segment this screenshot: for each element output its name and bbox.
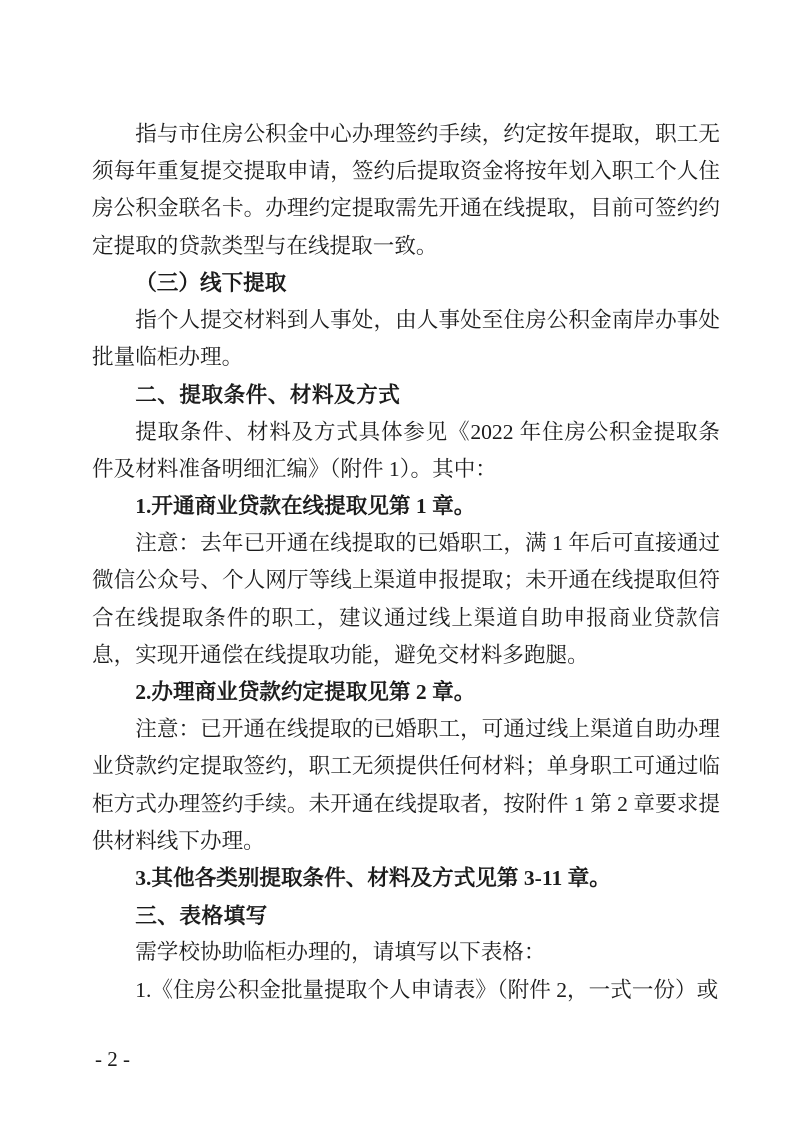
para-forms-intro: 需学校协助临柜办理的，请填写以下表格：: [135, 940, 546, 965]
para-form-item-1: 1.《住房公积金批量提取个人申请表》（附件 2，一式一份）或: [135, 977, 719, 1002]
heading-section-2-conditions: 二、提取条件、材料及方式: [135, 382, 401, 408]
para-yueding-description: 指与市住房公积金中心办理签约手续，约定按年提取，职工无须每年重复提交提取申请，签约后提取资金将按年划入职工个人住房公积金联名卡。办理约定提取需先开通在线提取，目前可签约约定提取的贷款类型与在线提取一致。: [92, 122, 720, 258]
heading-item-1-online: 1.开通商业贷款在线提取见第 1 章。: [135, 494, 476, 519]
para-note-item-1: 注意：去年已开通在线提取的已婚职工，满 1 年后可直接通过微信公众号、个人网厅等线上渠道申报提取；未开通在线提取但符合在线提取条件的职工，建议通过线上渠道自助申报商业贷款信息，实现开通偿在线提取功能，避免交材料多跑腿。: [92, 531, 720, 667]
heading-section-3-forms: 三、表格填写: [135, 903, 268, 929]
heading-item-3-others: 3.其他各类别提取条件、材料及方式见第 3-11 章。: [135, 866, 611, 891]
document-body: [92, 116, 720, 1009]
heading-item-2-yueding: 2.办理商业贷款约定提取见第 2 章。: [135, 680, 476, 705]
para-note-item-2: 注意：已开通在线提取的已婚职工，可通过线上渠道自助办理业贷款约定提取签约，职工无须提供任何材料；单身职工可通过临柜方式办理签约手续。未开通在线提取者，按附件 1 第 2 章要求提供材料线下办理。: [92, 717, 720, 853]
para-section-2-intro: 提取条件、材料及方式具体参见《2022 年住房公积金提取条件及材料准备明细汇编》（附件 1）。其中：: [92, 419, 720, 481]
heading-offline-withdrawal: （三）线下提取: [135, 270, 287, 295]
page-number: - 2 -: [95, 1047, 130, 1071]
para-offline-description: 指个人提交材料到人事处，由人事处至住房公积金南岸办事处批量临柜办理。: [92, 308, 720, 370]
